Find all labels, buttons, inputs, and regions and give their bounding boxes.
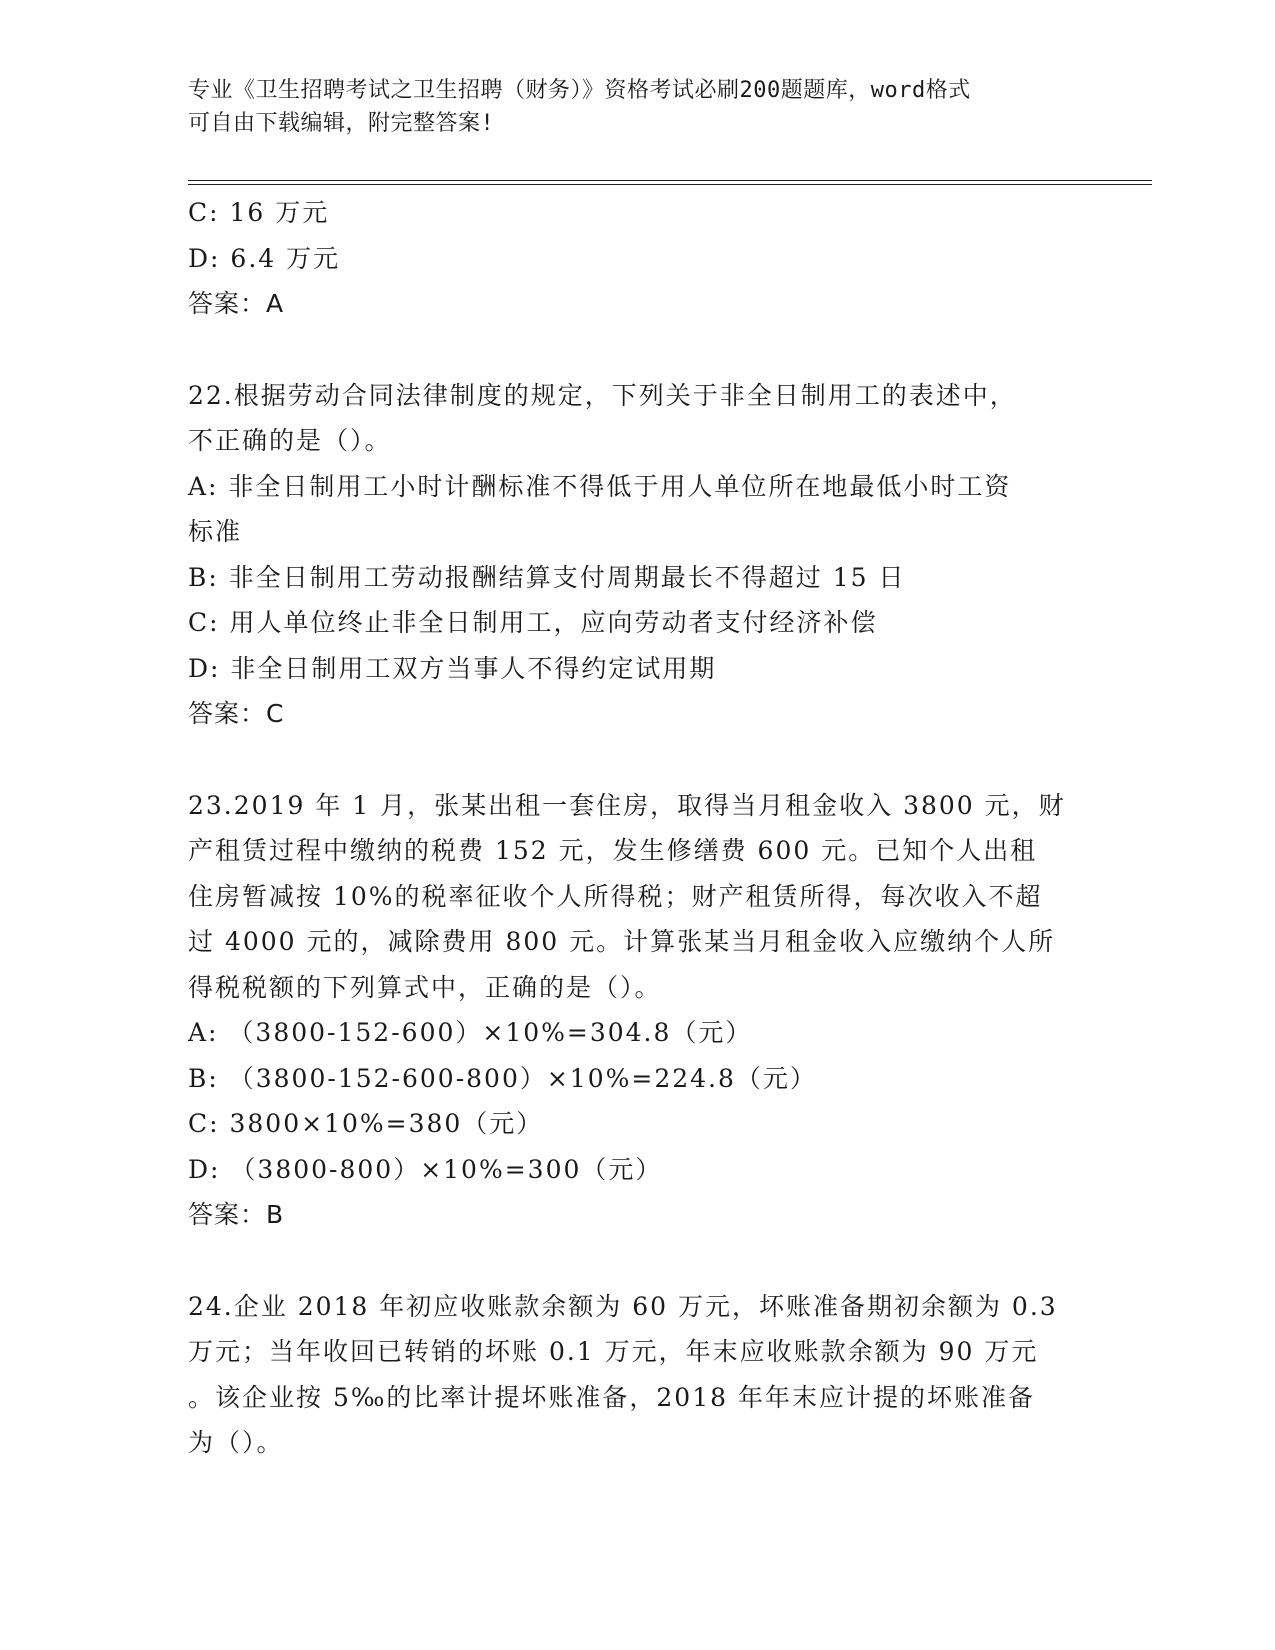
q24-stem-line-1: 24.企业 2018 年初应收账款余额为 60 万元，坏账准备期初余额为 0.3	[188, 1291, 1058, 1321]
q22-option-c: C: 用人单位终止非全日制用工，应向劳动者支付经济补偿	[188, 608, 878, 637]
q23-option-d: D: （3800-800）×10%=300（元）	[188, 1154, 663, 1184]
q23-answer: 答案：B	[188, 1200, 285, 1229]
q23-option-a: A: （3800-152-600）×10%=304.8（元）	[188, 1018, 753, 1047]
q23-option-b: B: （3800-152-600-800）×10%=224.8（元）	[188, 1063, 817, 1093]
question-24	[188, 1284, 1088, 1466]
spacer	[188, 1238, 1088, 1284]
document-body	[188, 190, 1088, 1466]
q23-stem-line-2: 产租赁过程中缴纳的税费 152 元，发生修缮费 600 元。已知个人出租	[188, 836, 1038, 865]
q21-option-c: C: 16 万元	[188, 198, 330, 227]
q23-stem-line-5: 得税税额的下列算式中，正确的是（）。	[188, 972, 662, 1002]
q24-stem-line-2: 万元；当年收回已转销的坏账 0.1 万元，年末应收账款余额为 90 万元	[188, 1337, 1039, 1366]
question-21-tail	[188, 190, 1088, 327]
q22-option-d: D: 非全日制用工双方当事人不得约定试用期	[188, 653, 717, 683]
header-divider	[188, 180, 1152, 185]
header-title-line-1: 专业《卫生招聘考试之卫生招聘（财务）》资格考试必刷200题题库，word格式	[188, 78, 971, 103]
q23-option-c: C: 3800×10%=380（元）	[188, 1109, 544, 1138]
spacer	[188, 737, 1088, 783]
q23-stem-line-1: 23.2019 年 1 月，张某出租一套住房，取得当月租金收入 3800 元，财	[188, 790, 1066, 820]
q22-option-a-line-1: A: 非全日制用工小时计酬标准不得低于用人单位所在地最低小时工资	[188, 471, 1012, 501]
document-header	[188, 74, 1088, 140]
q22-option-b: B: 非全日制用工劳动报酬结算支付周期最长不得超过 15 日	[188, 562, 906, 592]
q22-answer: 答案：C	[188, 699, 285, 728]
question-23	[188, 783, 1088, 1238]
q23-stem-line-4: 过 4000 元的，减除费用 800 元。计算张某当月租金收入应缴纳个人所	[188, 927, 1056, 956]
q21-answer: 答案：A	[188, 289, 285, 318]
q21-option-d: D: 6.4 万元	[188, 243, 341, 273]
q24-stem-line-4: 为（）。	[188, 1428, 284, 1457]
header-title-line-2: 可自由下载编辑，附完整答案!	[188, 111, 495, 136]
spacer	[188, 327, 1088, 373]
q22-stem-line-2: 不正确的是（）。	[188, 426, 392, 455]
q22-stem-line-1: 22.根据劳动合同法律制度的规定，下列关于非全日制用工的表述中，	[188, 380, 1017, 410]
question-22	[188, 373, 1088, 737]
q22-option-a-line-2: 标准	[188, 517, 243, 546]
q23-stem-line-3: 住房暂减按 10%的税率征收个人所得税；财产租赁所得，每次收入不超	[188, 881, 1043, 911]
q24-stem-line-3: 。该企业按 5‰的比率计提坏账准备，2018 年年末应计提的坏账准备	[188, 1382, 1035, 1412]
